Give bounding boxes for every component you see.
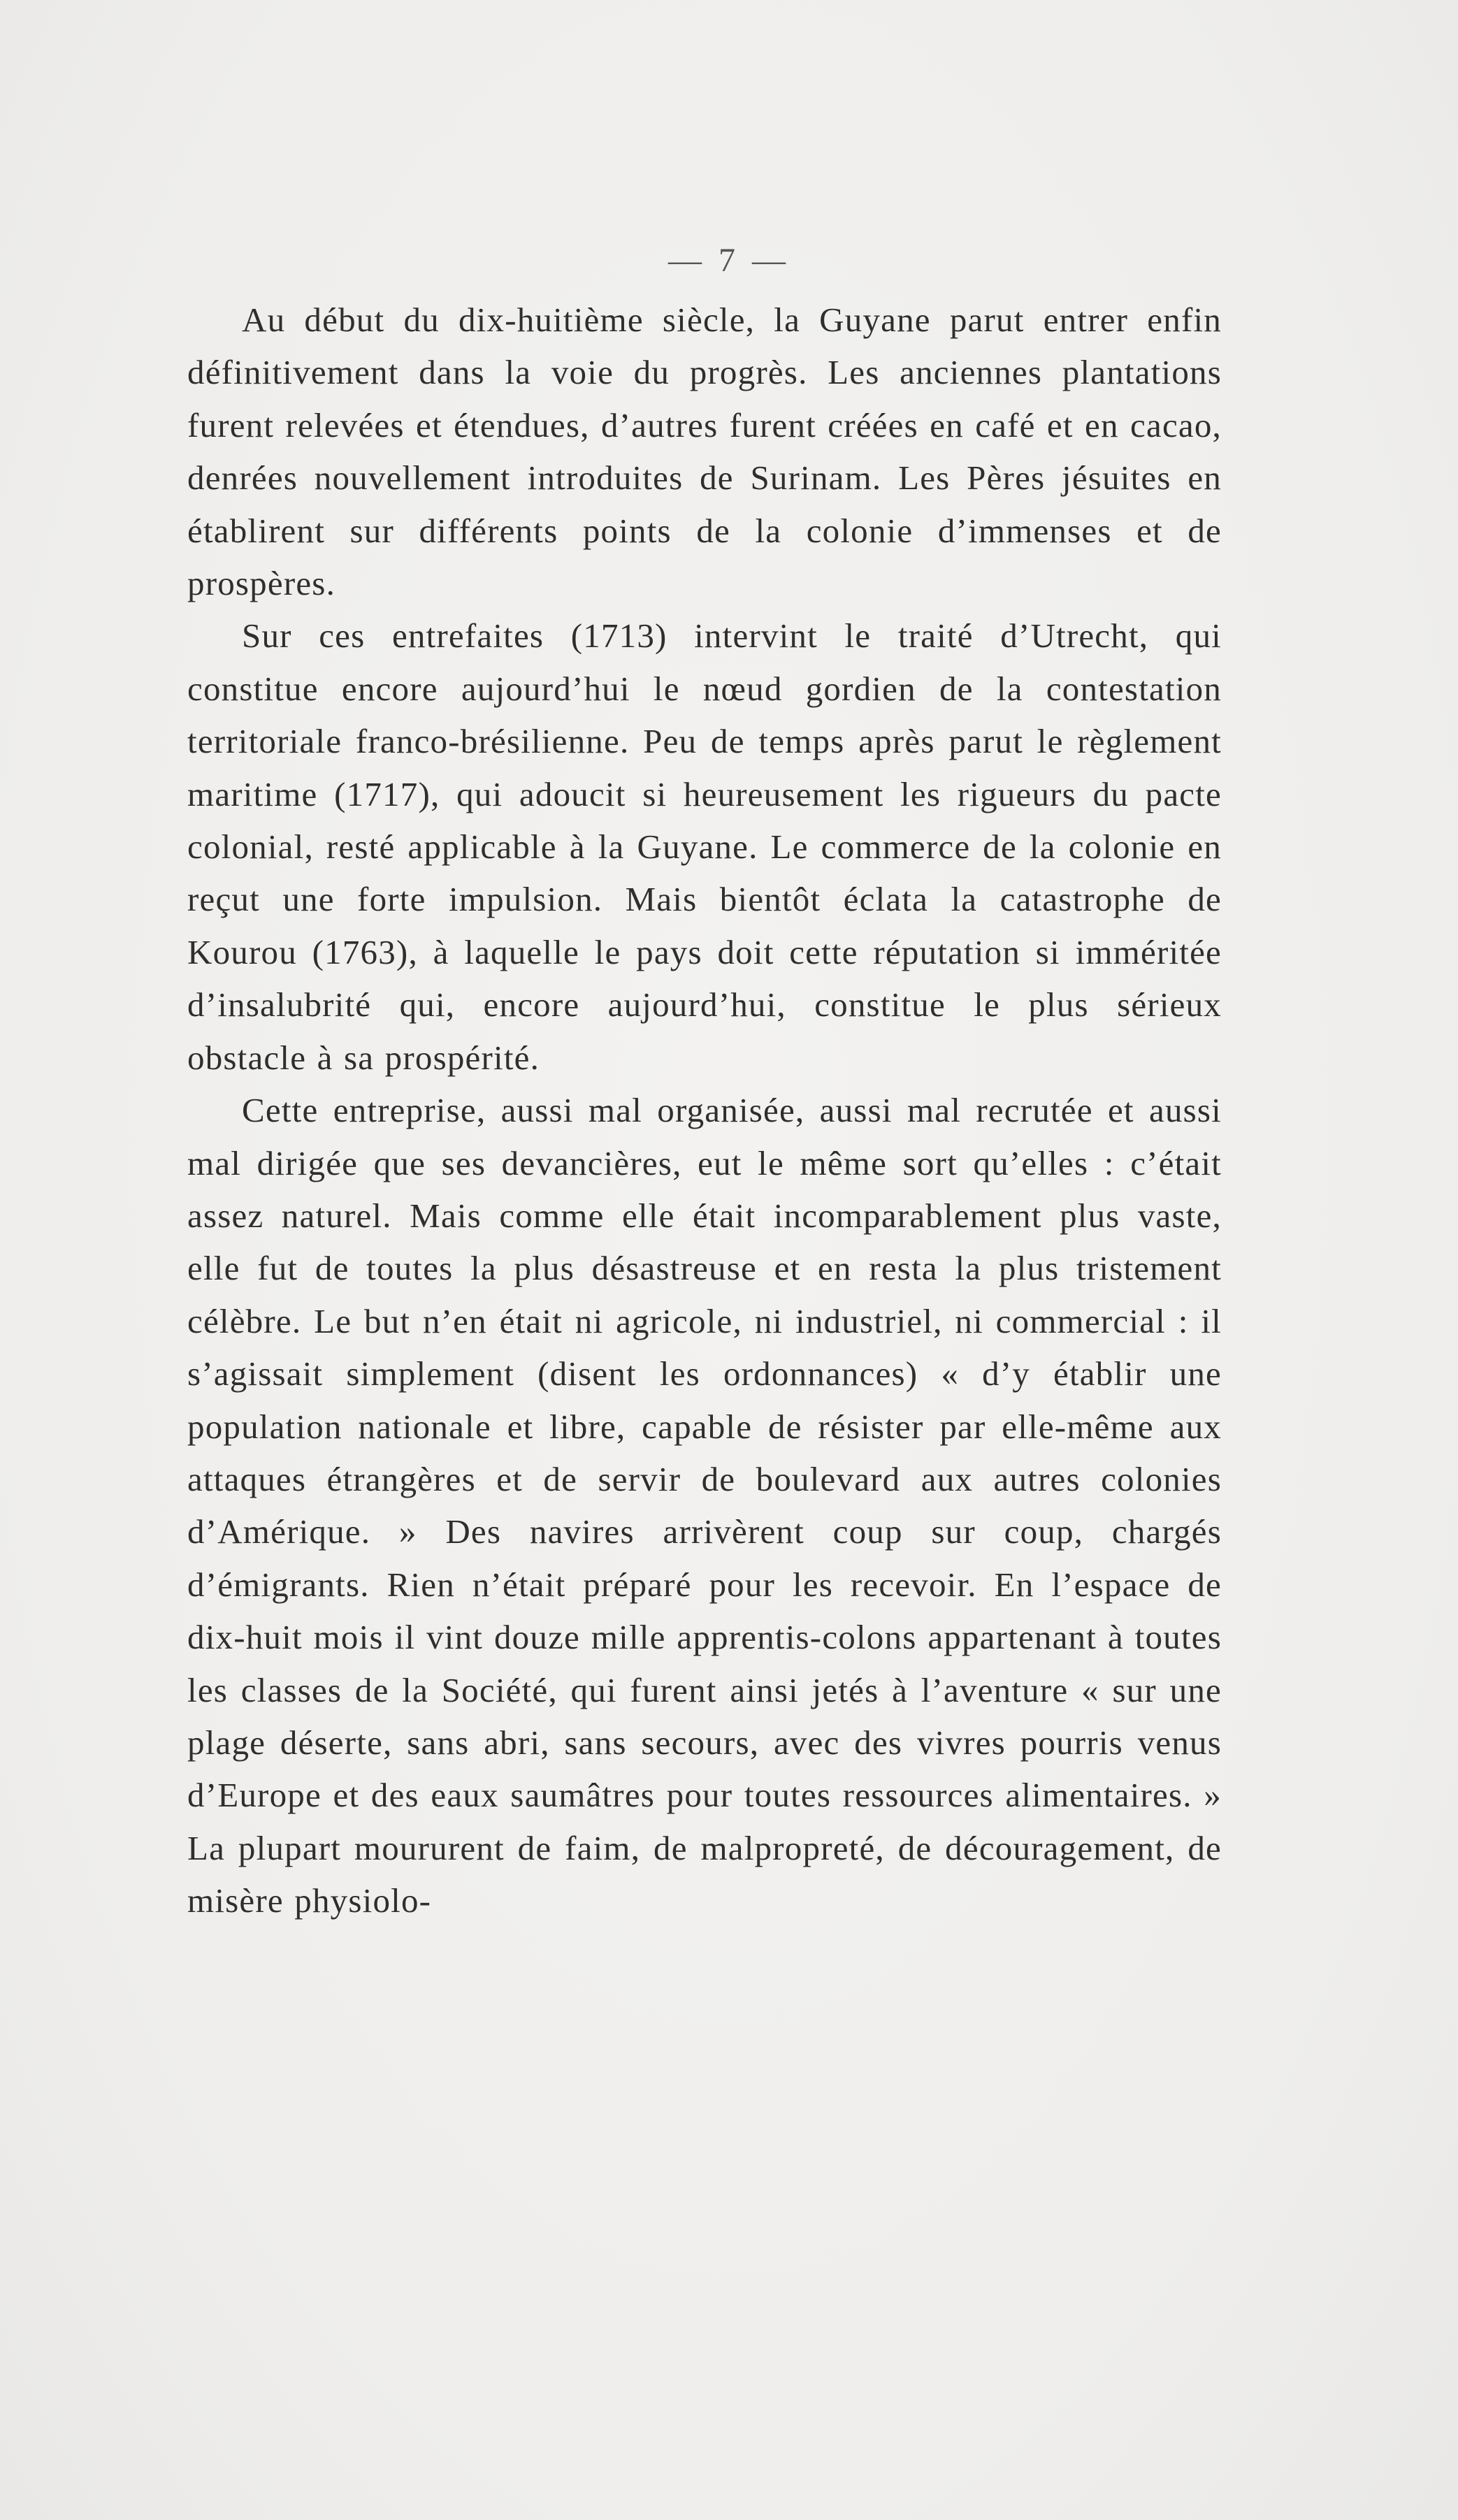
body-text	[187, 294, 1222, 1927]
page-number: — 7 —	[668, 242, 790, 279]
paragraph-3: Cette entreprise, aussi mal organisée, aussi mal recrutée et aussi mal dirigée que ses devancières, eut le même sort qu’elles : c’était assez naturel. Mais comme elle était incomparablement plus vaste, elle fut de toutes la plus désastreuse et en resta la plus tristement célèbre. Le but n’en était ni agricole, ni industriel, ni commercial : il s’agissait simplement (disent les ordonnances) « d’y établir une population nationale et libre, capable de résister par elle-même aux attaques étrangères et de servir de boulevard aux autres colonies d’Amérique. » Des navires arrivèrent coup sur coup, chargés d’émigrants. Rien n’était préparé pour les recevoir. En l’espace de dix-huit mois il vint douze mille apprentis-colons appartenant à toutes les classes de la Société, qui furent ainsi jetés à l’aventure « sur une plage déserte, sans abri, sans secours, avec des vivres pourris venus d’Europe et des eaux saumâtres pour toutes ressources alimentaires. » La plupart moururent de faim, de malpropreté, de découragement, de misère physiolo-	[187, 1091, 1222, 1920]
paragraph-1: Au début du dix-huitième siècle, la Guyane parut entrer enfin définitivement dans la voie du progrès. Les anciennes plantations furent relevées et étendues, d’autres furent créées en café et en cacao, denrées nouvellement introduites de Surinam. Les Pères jésuites en établirent sur différents points de la colonie d’immenses et de prospères.	[187, 300, 1222, 603]
paragraph-2: Sur ces entrefaites (1713) intervint le traité d’Utrecht, qui constitue encore aujourd’hui le nœud gordien de la contestation territoriale franco-brésilienne. Peu de temps après parut le règlement maritime (1717), qui adoucit si heureusement les rigueurs du pacte colonial, resté applicable à la Guyane. Le commerce de la colonie en reçut une forte impulsion. Mais bientôt éclata la catastrophe de Kourou (1763), à laquelle le pays doit cette réputation si imméritée d’insalubrité qui, encore aujourd’hui, constitue le plus sérieux obstacle à sa prospérité.	[187, 616, 1222, 1077]
